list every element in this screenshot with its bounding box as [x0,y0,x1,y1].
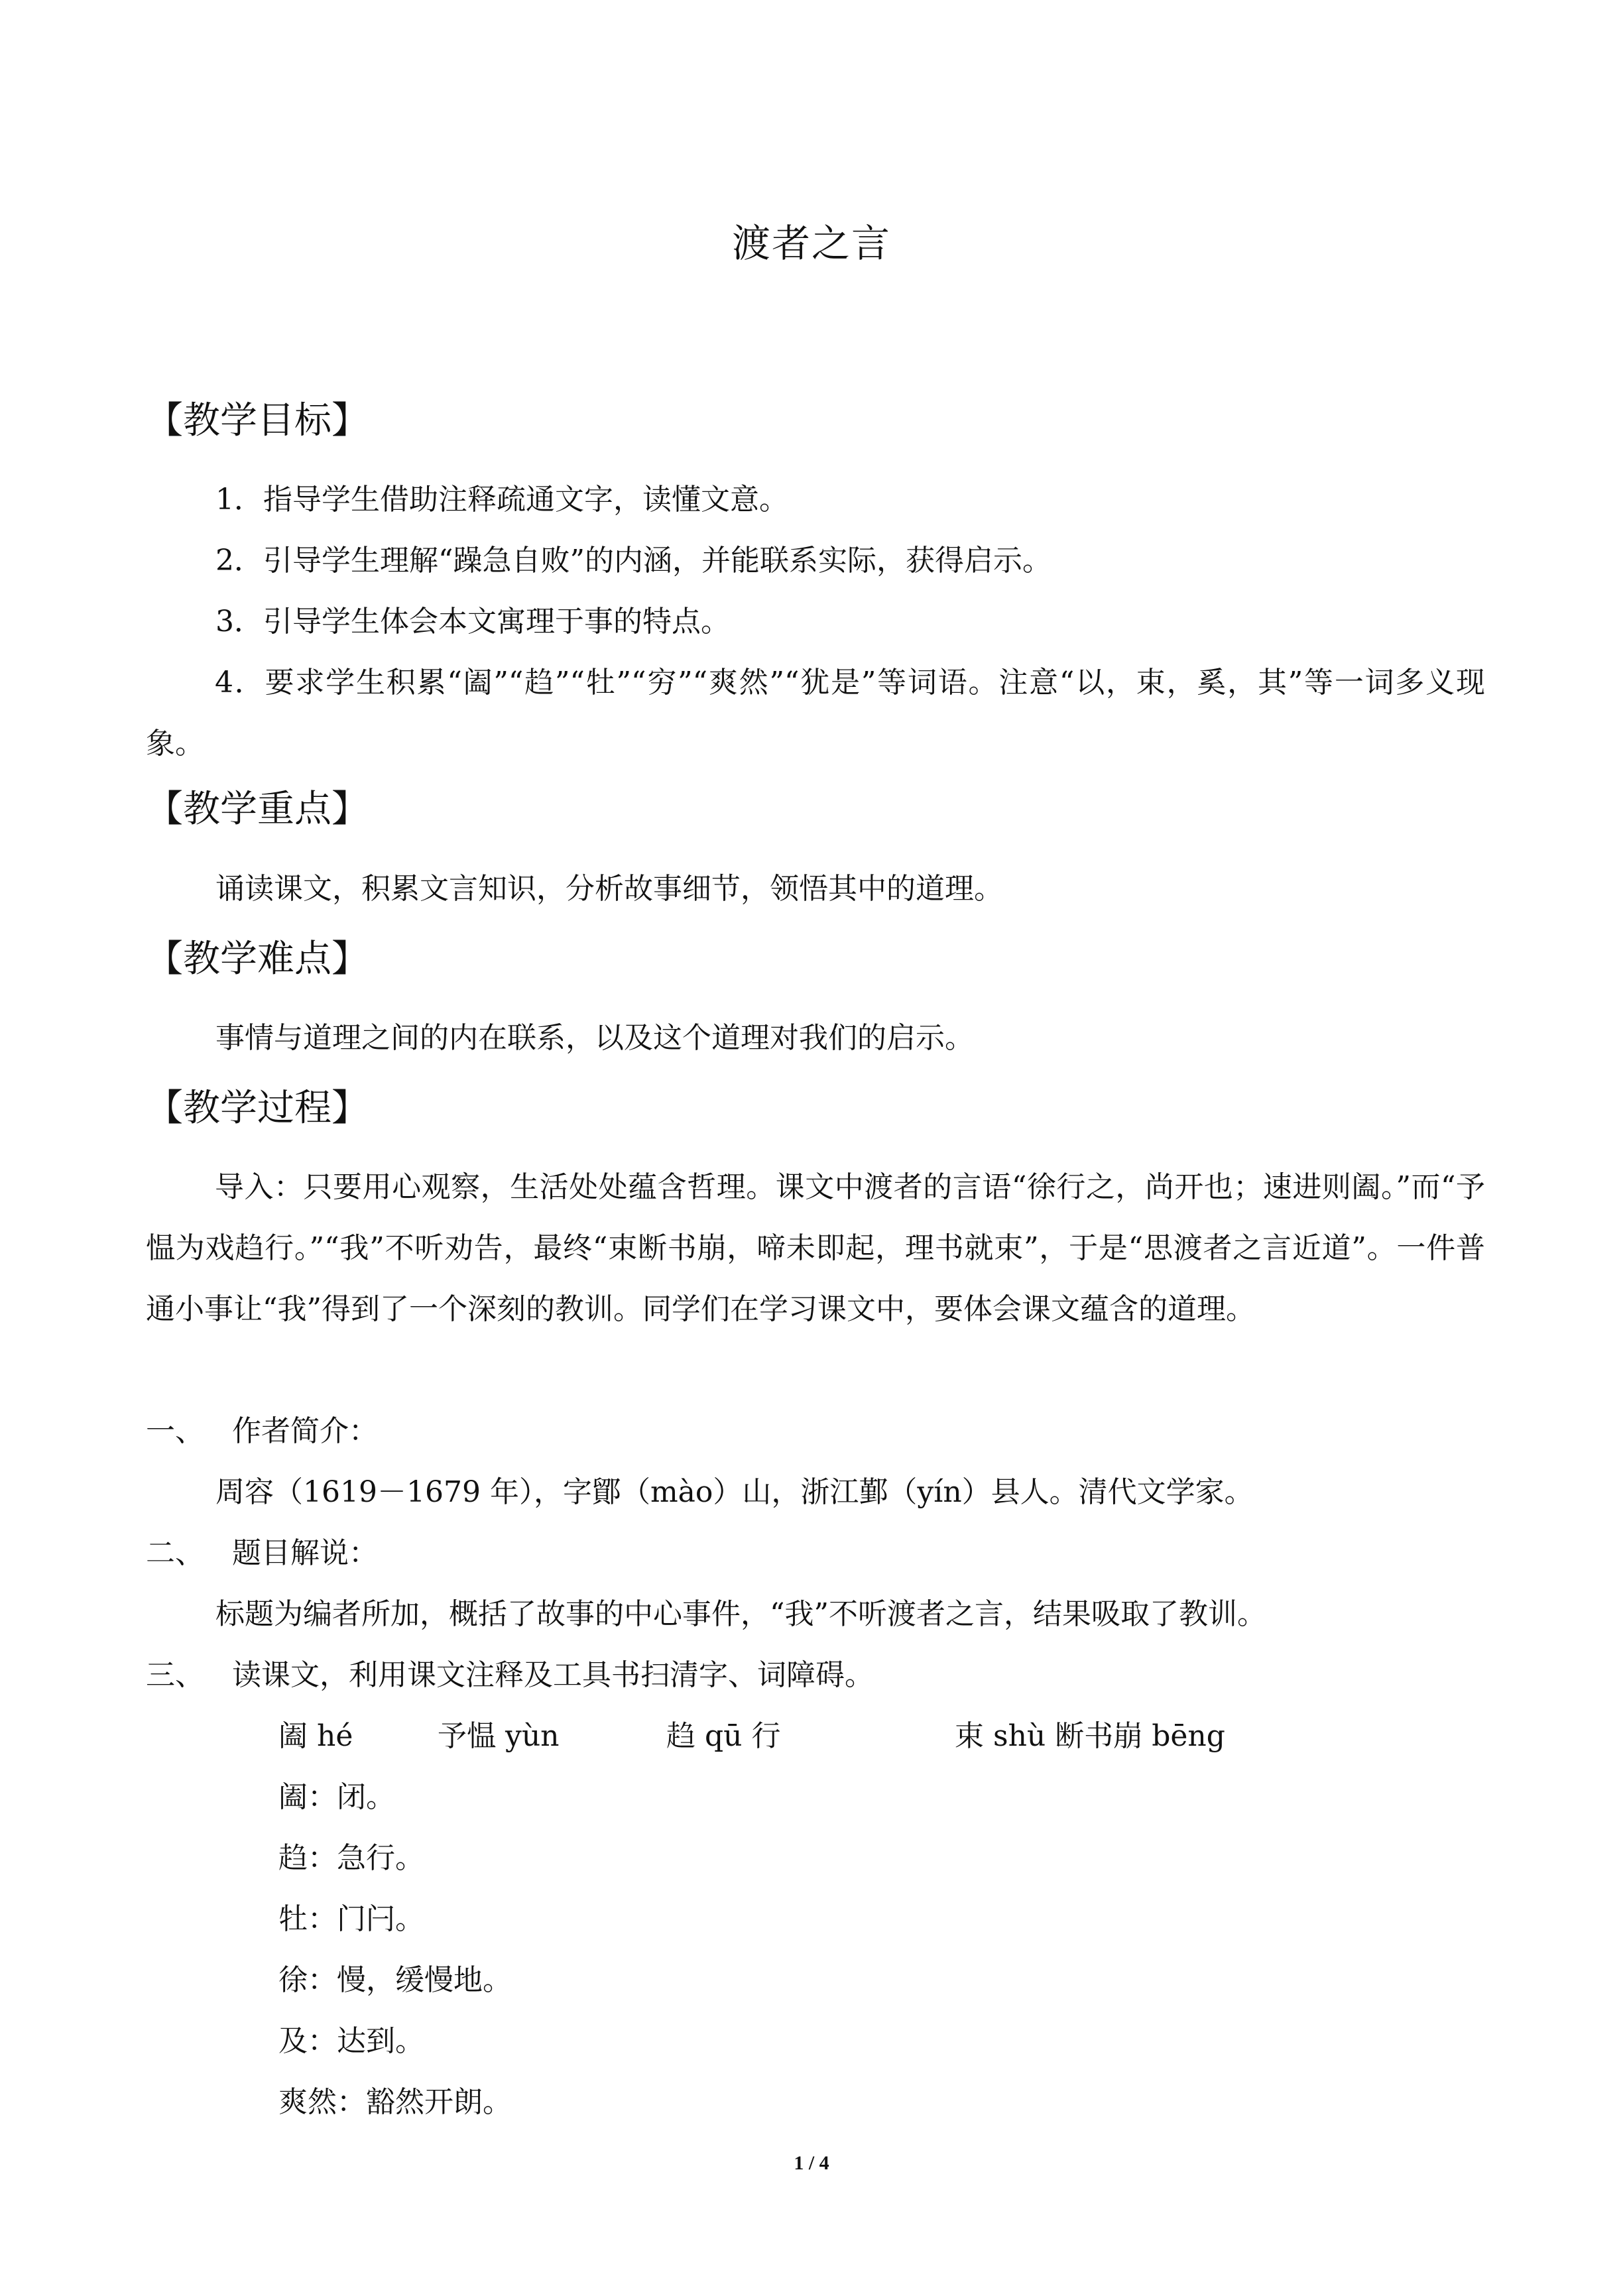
intro-paragraph: 导入：只要用心观察，生活处处蕴含哲理。课文中渡者的言语“徐行之，尚开也；速进则阖。”而“予愠为戏趋行。”“我”不听劝告，最终“束断书崩，啼未即起，理书就束”，于是“思渡者之言近道”。一件普通小事让“我”得到了一个深刻的教训。同学们在学习课文中，要体会课文蕴含的道理。 [146,1170,1485,1326]
pinyin-entry: 阖 hé [278,1719,353,1753]
glossary-entry: 徐：慢，缓慢地。 [278,1963,512,1997]
goal-item: 1．指导学生借助注释疏通文字，读懂文意。 [215,483,788,516]
list-item-heading: 读课文，利用课文注释及工具书扫清字、词障碍。 [232,1658,874,1692]
section-heading-key: 【教学重点】 [146,788,369,831]
section-heading-goals: 【教学目标】 [146,399,369,442]
list-item-heading: 作者简介： [232,1414,378,1448]
difficulty-text: 事情与道理之间的内在联系，以及这个道理对我们的启示。 [215,1021,974,1055]
pinyin-entry: 束 shù 断书崩 bēng [955,1719,1225,1753]
glossary-entry: 阖：闭。 [278,1780,395,1814]
goal-item: 3．引导学生体会本文寓理于事的特点。 [215,605,730,638]
list-item-number: 三、 [146,1658,204,1692]
list-item-number: 二、 [146,1536,204,1570]
page-number: 1 / 4 [794,2152,829,2174]
glossary-entry: 及：达到。 [278,2024,424,2058]
list-item-number: 一、 [146,1414,204,1448]
section-heading-difficulty: 【教学难点】 [146,937,369,981]
key-point-text: 诵读课文，积累文言知识，分析故事细节，领悟其中的道理。 [215,872,1003,906]
title-explanation: 标题为编者所加，概括了故事的中心事件，“我”不听渡者之言，结果吸取了教训。 [215,1597,1266,1631]
pinyin-entry: 予愠 yùn [438,1719,560,1753]
section-heading-process: 【教学过程】 [146,1087,369,1130]
list-item-heading: 题目解说： [232,1536,378,1570]
glossary-entry: 牡：门闩。 [278,1902,424,1936]
document-title: 渡者之言 [731,221,891,266]
goal-item: 2．引导学生理解“躁急自败”的内涵，并能联系实际，获得启示。 [215,544,1052,577]
glossary-entry: 爽然：豁然开朗。 [278,2085,512,2119]
glossary-entry: 趋：急行。 [278,1841,424,1875]
goal-item: 4．要求学生积累“阖”“趋”“牡”“穷”“爽然”“犹是”等词语。注意“以，束，奚，其”等一词多义现象。 [146,666,1485,760]
author-intro: 周容（1619－1679 年），字鄮（mào）山，浙江鄞（yín）县人。清代文学家。 [215,1475,1254,1509]
pinyin-entry: 趋 qū 行 [666,1719,781,1753]
